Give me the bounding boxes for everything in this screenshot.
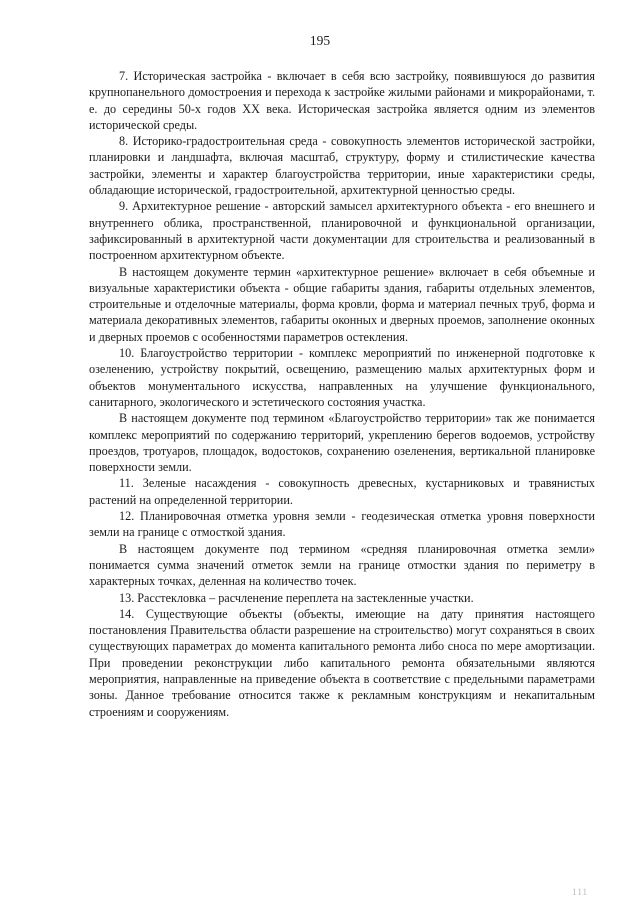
- paragraph-12-ground-level-mark: 12. Планировочная отметка уровня земли - геодезическая отметка уровня поверхности земли на границе с отмосткой здания.: [89, 509, 595, 540]
- paragraph-10-landscaping-note: В настоящем документе под термином «Благоустройство территории» так же понимается комплекс мероприятий по содержанию территорий, укреплению берегов водоемов, устройству проездов, тротуаров, площадок, водостоков, сохранению озеленения, вертикальной планировке поверхности земли.: [89, 411, 595, 475]
- paragraph-9-architectural-solution: 9. Архитектурное решение - авторский замысел архитектурного объекта - его внешнего и внутреннего облика, пространственной, планировочной и функциональной организации, зафиксированный в архитектурной части документации для строительства и реализованный в построенном архитектурном объекте.: [89, 199, 595, 263]
- paragraph-10-landscaping: 10. Благоустройство территории - комплекс мероприятий по инженерной подготовке к озеленению, устройству покрытий, освещению, размещению малых архитектурных форм и объектов монументального искусства, направленных на улучшение функционального, санитарного, экологического и эстетического состояния участка.: [89, 346, 595, 409]
- paragraph-8-historical-urban-environment: 8. Историко-градостроительная среда - совокупность элементов исторической застройки, планировки и ландшафта, включая масштаб, структуру, форму и стилистические качества застройки, элементы и характер благоустройства территории, иные характеристики среды, обладающие исторической, градостроительной, архитектурной ценностью среды.: [89, 134, 595, 198]
- page-number: 195: [309, 33, 331, 48]
- paragraph-14-existing-objects: 14. Существующие объекты (объекты, имеющие на дату принятия настоящего постановления Правительства области разрешение на строительство) могут сохраняться в своих существующих параметрах до момента капитального ремонта либо сноса по мере амортизации. При проведении реконструкции либо капитального ремонта обязательными являются мероприятия, направленные на приведение объекта в соответствие с предельными параметрами зоны. Данное требование относится также к рекламным конструкциям и некапитальным строениям и сооружениям.: [89, 606, 595, 719]
- margin-mark: 111: [572, 887, 588, 897]
- paragraph-9-architectural-solution-note: В настоящем документе термин «архитектурное решение» включает в себя объемные и визуальные характеристики объекта - общие габариты здания, габариты отдельных элементов, строительные и отделочные материалы, форма кровли, форма и материал печных труб, форма и материала декоративных элементов, габариты оконных и дверных проемов, заполнение оконных и дверных проемов с особенностями параметров остекления.: [89, 264, 595, 344]
- paragraph-13-glazing-division: 13. Расстекловка – расчленение переплета на застекленные участки.: [119, 590, 474, 605]
- paragraph-12-ground-level-mark-note: В настоящем документе под термином «средняя планировочная отметка земли» понимается сумма значений отметок земли на границе отмостки здания по периметру в характерных точках, деленная на количество точек.: [89, 541, 595, 589]
- paragraph-11-green-spaces: 11. Зеленые насаждения - совокупность древесных, кустарниковых и травянистых растений на определенной территории.: [89, 476, 595, 507]
- paragraph-7-historical-buildings: 7. Историческая застройка - включает в себя всю застройку, появившуюся до развития крупнопанельного домостроения и перехода к застройке жилыми районами и микрорайонами, т. е. до середины 50-х годов XX века. Историческая застройка является одним из элементов исторической среды.: [89, 69, 595, 132]
- document-body: [89, 68, 595, 720]
